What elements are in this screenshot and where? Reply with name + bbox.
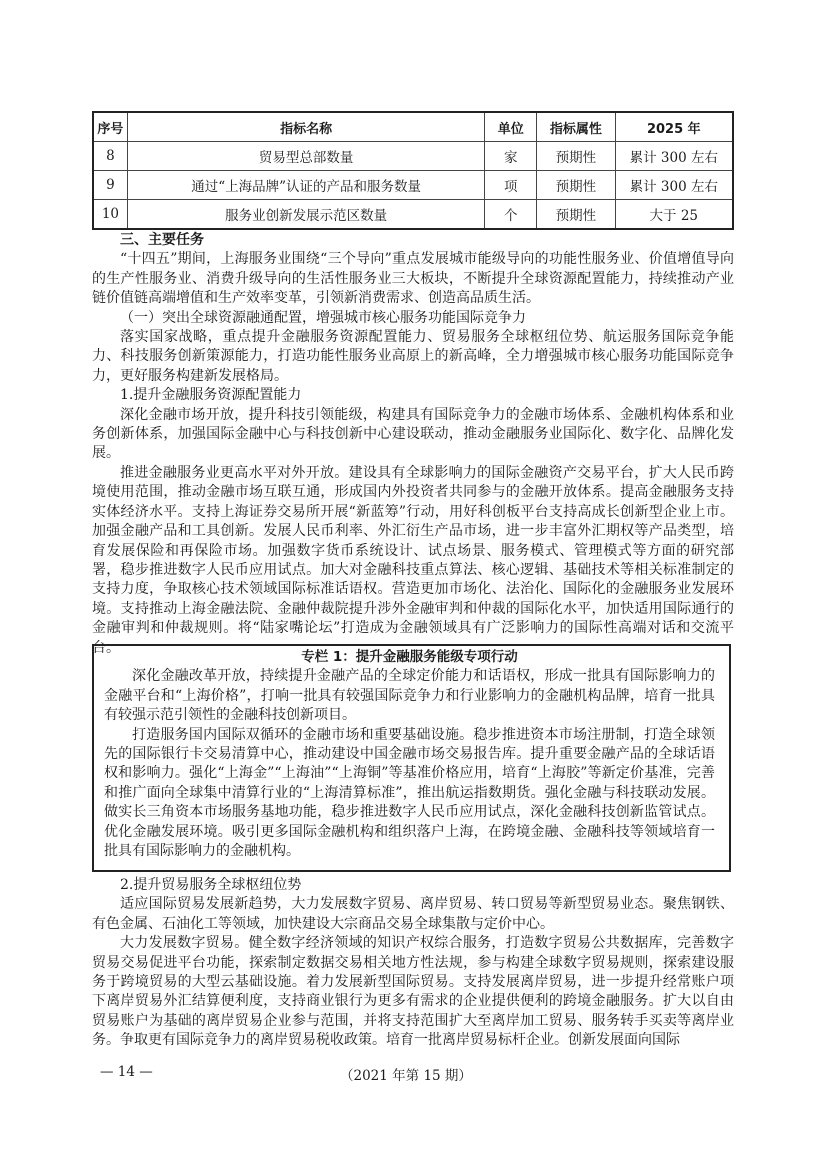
header-unit: 单位 xyxy=(485,112,537,142)
cell-indicator-name: 贸易型总部数量 xyxy=(127,142,485,171)
cell-indicator-name: 通过“上海品牌”认证的产品和服务数量 xyxy=(127,171,485,200)
paragraph: 推进金融服务业更高水平对外开放。建设具有全球影响力的国际金融资产交易平台，扩大人民币跨境使用范围，推动金融市场互联互通，形成国内外投资者共同参与的金融开放体系。提高金融服务支持实体经济水平。支持上海证券交易所开展“新蓝筹”行动，用好科创板平台支持高成长创新型企业上市。加强金融产品和工具创新。发展人民币利率、外汇衍生产品市场，进一步丰富外汇期权等产品类型，培育发展保险和再保险市场。加强数字货币系统设计、试点场景、服务模式、管理模式等方面的研究部署，稳步推进数字人民币应用试点。加大对金融科技重点算法、核心逻辑、基础技术等相关标准制定的支持力度，争取核心技术领域国际标准话语权。营造更加市场化、法治化、国际化的金融服务业发展环境。支持推动上海金融法院、金融仲裁院提升涉外金融审判和仲裁的国际化水平，加快适用国际通行的金融审判和仲裁规则。将“陆家嘴论坛”打造成为金融领域具有广泛影响力的国际性高端对话和交流平台。 xyxy=(92,464,734,656)
main-text-lower xyxy=(92,876,734,1051)
page-number: — 14 — xyxy=(100,1064,153,1080)
cell-target: 累计 300 左右 xyxy=(615,142,733,171)
item-heading-trade: 2.提升贸易服务全球枢纽位势 xyxy=(120,877,302,893)
cell-indicator-name: 服务业创新发展示范区数量 xyxy=(127,200,485,230)
box-title: 专栏 1：提升金融服务能级专项行动 xyxy=(301,649,518,665)
cell-attribute: 预期性 xyxy=(537,171,616,200)
section-heading: 三、主要任务 xyxy=(120,232,204,248)
cell-target: 累计 300 左右 xyxy=(615,171,733,200)
cell-index: 9 xyxy=(93,171,127,200)
subsection-heading: （一）突出全球资源融通配置，增强城市核心服务功能国际竞争力 xyxy=(120,309,526,326)
paragraph: 适应国际贸易发展新趋势，大力发展数字贸易、离岸贸易、转口贸易等新型贸易业态。聚焦钢铁、有色金属、石油化工等领域，加快建设大宗商品交易全球集散与定价中心。 xyxy=(92,896,734,932)
box-paragraph: 打造服务国内国际双循环的金融市场和重要基础设施。稳步推进资本市场注册制，打造全球领先的国际银行卡交易清算中心，推动建设中国金融市场交易报告库。提升重要金融产品的全球话语权和影响力。强化“上海金”“上海油”“上海铜”等基准价格应用，培育“上海胶”等新定价基准，完善和推广面向全球集中清算行业的“上海清算标准”，推出航运指数期货。强化金融与科技联动发展。做实长三角资本市场服务基地功能，稳步推进数字人民币应用试点，深化金融科技创新监管试点。优化金融发展环境。吸引更多国际金融机构和组织落户上海，在跨境金融、金融科技等领域培育一批具有国际影响力的金融机构。 xyxy=(104,726,715,860)
cell-unit: 家 xyxy=(485,142,537,171)
item-heading-finance: 1.提升金融服务资源配置能力 xyxy=(120,387,302,404)
header-attribute: 指标属性 xyxy=(537,112,616,142)
subsection-paragraph: 落实国家战略，重点提升金融服务资源配置能力、贸易服务全球枢纽位势、航运服务国际竞争能力、科技服务创新策源能力，打造功能性服务业高原上的新高峰，全力增强城市核心服务功能国际竞争力，更好服务构建新发展格局。 xyxy=(92,329,734,384)
table-row xyxy=(93,142,733,171)
cell-index: 8 xyxy=(93,142,127,171)
table-row xyxy=(93,171,733,200)
cell-unit: 项 xyxy=(485,171,537,200)
special-column-box xyxy=(92,644,731,872)
indicator-table xyxy=(92,111,734,230)
cell-target: 大于 25 xyxy=(615,200,733,230)
cell-attribute: 预期性 xyxy=(537,142,616,171)
section-intro: “十四五”期间，上海服务业围绕“三个导向”重点发展城市能级导向的功能性服务业、价值增值导向的生产性服务业、消费升级导向的生活性服务业三大板块，不断提升全球资源配置能力，持续推动产业链价值链高端增值和生产效率变革，引领新消费需求、创造高品质生活。 xyxy=(92,251,734,307)
main-text-upper xyxy=(92,231,734,658)
cell-unit: 个 xyxy=(485,200,537,230)
header-indicator-name: 指标名称 xyxy=(127,112,485,142)
table-row xyxy=(93,200,733,230)
header-target-2025: 2025 年 xyxy=(615,112,733,142)
paragraph: 深化金融市场开放，提升科技引领能级，构建具有国际竞争力的金融市场体系、金融机构体系和业务创新体系，加强国际金融中心与科技创新中心建设联动，推动金融服务业国际化、数字化、品牌化发展。 xyxy=(92,406,734,462)
table-header-row xyxy=(93,112,733,142)
box-paragraph: 深化金融改革开放，持续提升金融产品的全球定价能力和话语权，形成一批具有国际影响力的金融平台和“上海价格”，打响一批具有较强国际竞争力和行业影响力的金融机构品牌，培育一批具有较强示范引领性的金融科技创新项目。 xyxy=(104,668,715,724)
header-index: 序号 xyxy=(93,112,127,142)
paragraph: 大力发展数字贸易。健全数字经济领域的知识产权综合服务，打造数字贸易公共数据库，完善数字贸易交易促进平台功能，探索制定数据交易相关地方性法规，参与构建全球数字贸易规则，探索建设服务于跨境贸易的大型云基础设施。着力发展新型国际贸易。支持发展离岸贸易，进一步提升经常账户项下离岸贸易外汇结算便利度，支持商业银行为更多有需求的企业提供便利的跨境金融服务。扩大以自由贸易账户为基础的离岸贸易企业参与范围，并将支持范围扩大至离岸加工贸易、服务转手买卖等离岸业务。争取更有国际竞争力的离岸贸易税收政策。培育一批离岸贸易标杆企业。创新发展面向国际 xyxy=(92,935,734,1049)
cell-index: 10 xyxy=(93,200,127,230)
cell-attribute: 预期性 xyxy=(537,200,616,230)
issue-label: （2021 年第 15 期） xyxy=(340,1068,472,1084)
